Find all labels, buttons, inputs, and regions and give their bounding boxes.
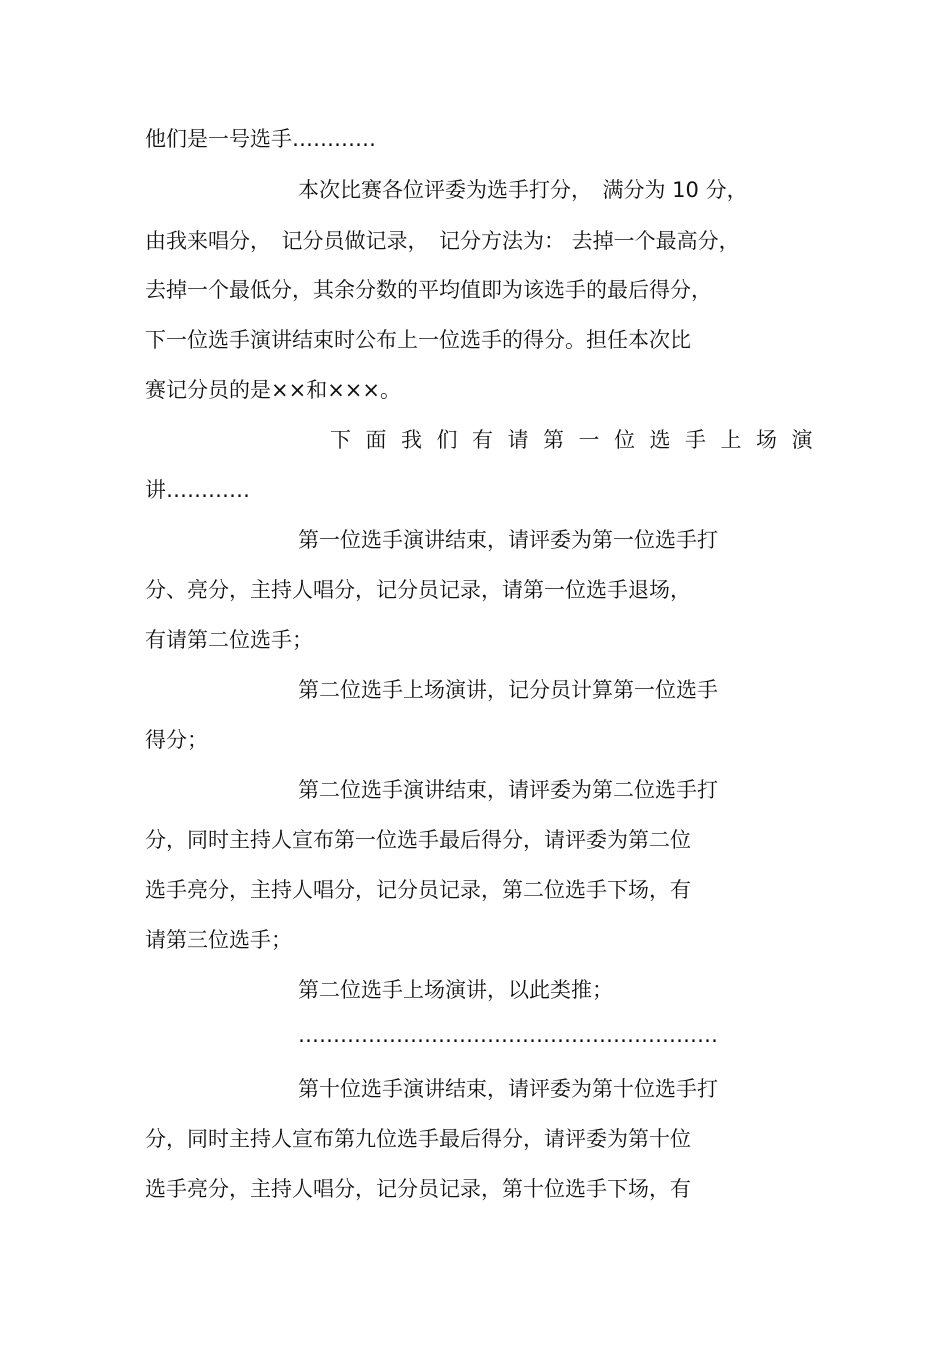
text-line: 下一位选手演讲结束时公布上一位选手的得分。担任本次比 bbox=[145, 328, 691, 352]
text-line: 赛记分员的是××和×××。 bbox=[145, 378, 401, 402]
text-line: 讲………… bbox=[145, 478, 250, 502]
text-line: 第二位选手演讲结束，请评委为第二位选手打 bbox=[298, 778, 718, 802]
text-line: 第二位选手上场演讲，记分员计算第一位选手 bbox=[298, 678, 718, 702]
text-line: 下面我们有请第一位选手上场演 bbox=[330, 428, 827, 452]
text-line: 第一位选手演讲结束，请评委为第一位选手打 bbox=[298, 528, 718, 552]
text-line: 第十位选手演讲结束，请评委为第十位选手打 bbox=[298, 1077, 718, 1101]
text-line: 请第三位选手； bbox=[145, 928, 292, 952]
text-line: 由我来唱分， 记分员做记录， 记分方法为： 去掉一个最高分， bbox=[145, 229, 740, 253]
text-line: 本次比赛各位评委为选手打分， 满分为 10 分， bbox=[298, 178, 748, 202]
text-line: 有请第二位选手； bbox=[145, 628, 313, 652]
ellipsis-line: …………………………………………………… bbox=[298, 1023, 718, 1047]
text-line: 选手亮分，主持人唱分，记分员记录，第二位选手下场，有 bbox=[145, 878, 691, 902]
text-line: 第二位选手上场演讲，以此类推； bbox=[298, 978, 613, 1002]
text-line: 分、亮分，主持人唱分，记分员记录，请第一位选手退场， bbox=[145, 578, 691, 602]
text-line: 分，同时主持人宣布第一位选手最后得分，请评委为第二位 bbox=[145, 828, 691, 852]
text-line: 选手亮分，主持人唱分，记分员记录，第十位选手下场，有 bbox=[145, 1177, 691, 1201]
text-line: 分，同时主持人宣布第九位选手最后得分，请评委为第十位 bbox=[145, 1127, 691, 1151]
text-line: 去掉一个最低分，其余分数的平均值即为该选手的最后得分， bbox=[145, 278, 712, 302]
text-line: 他们是一号选手………… bbox=[145, 127, 376, 151]
text-line: 得分； bbox=[145, 728, 208, 752]
